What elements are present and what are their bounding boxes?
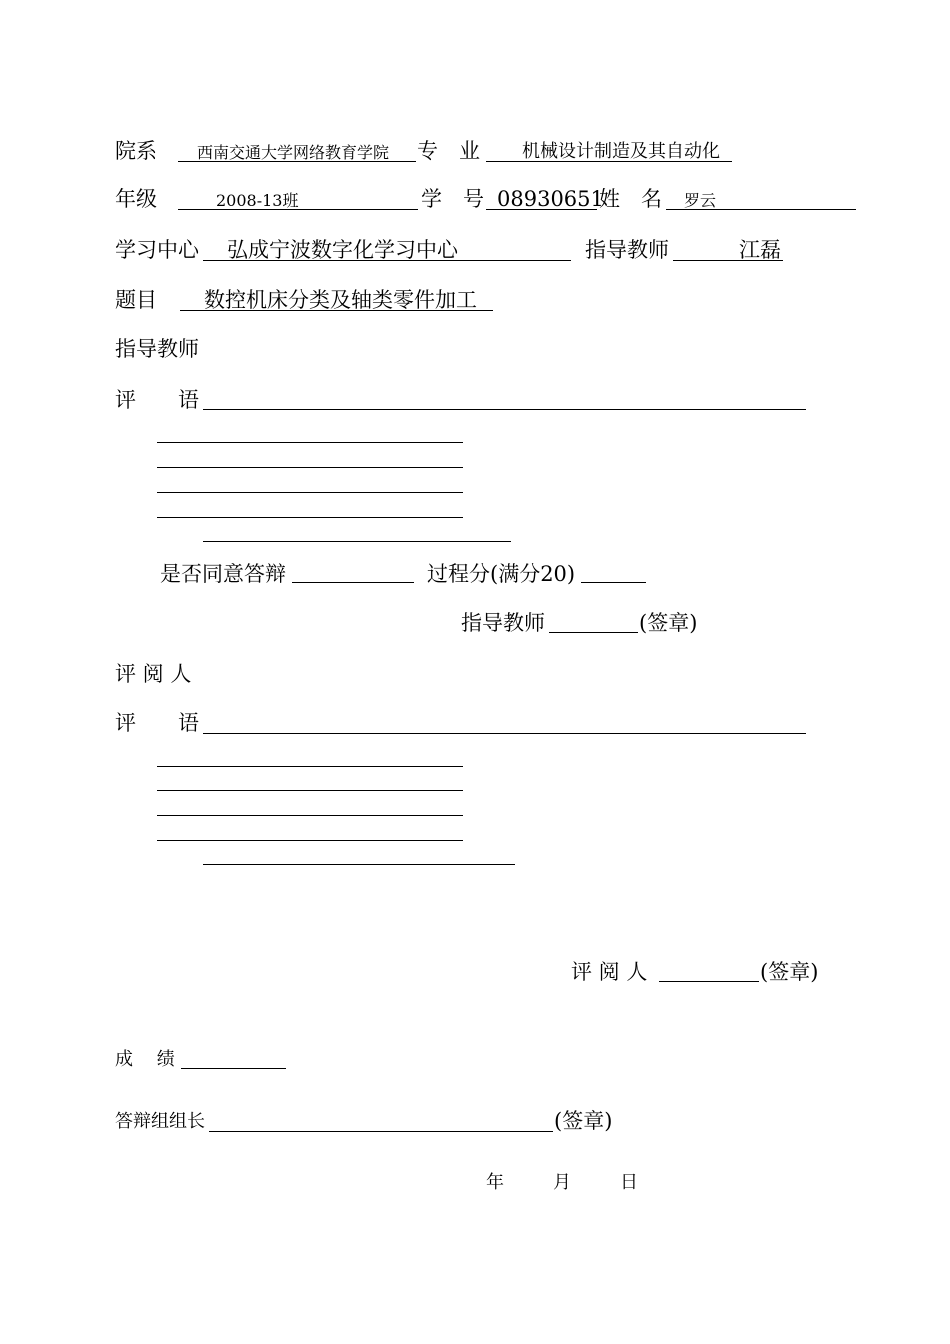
reviewer-sign-blank	[659, 981, 759, 982]
reviewer-comment-line	[157, 790, 463, 791]
reviewer-sign-suffix: (签章)	[760, 960, 819, 984]
defense-blank	[292, 582, 414, 583]
advisor-value: 江磊	[739, 238, 781, 262]
advisor-section-title: 指导教师	[115, 337, 199, 361]
leader-label: 答辩组组长	[115, 1111, 205, 1132]
advisor-comment-label: 评 语	[115, 388, 199, 412]
topic-value: 数控机床分类及轴类零件加工	[204, 288, 477, 312]
student-id-label: 学 号	[421, 187, 484, 211]
advisor-sign-suffix: (签章)	[639, 611, 698, 635]
advisor-comment-line	[203, 541, 511, 542]
reviewer-comment-line	[203, 733, 806, 734]
advisor-sign-blank	[549, 632, 638, 633]
reviewer-comment-line	[203, 864, 515, 865]
advisor-comment-line	[203, 409, 806, 410]
name-label: 姓 名	[599, 187, 662, 211]
reviewer-comment-line	[157, 815, 463, 816]
final-grade-blank	[181, 1068, 286, 1069]
leader-sign-suffix: (签章)	[554, 1109, 613, 1133]
major-label: 专 业	[417, 139, 480, 163]
topic-label: 题目	[115, 288, 157, 312]
department-value: 西南交通大学网络教育学院	[197, 143, 390, 162]
date-year: 年	[486, 1172, 504, 1193]
final-grade-label: 成 绩	[115, 1049, 175, 1070]
reviewer-comment-label: 评 语	[115, 711, 199, 735]
reviewer-sign-label: 评 阅 人	[571, 960, 648, 984]
advisor-label: 指导教师	[585, 238, 669, 262]
score-blank	[581, 582, 646, 583]
leader-sign-blank	[209, 1131, 553, 1132]
major-value: 机械设计制造及其自动化	[522, 141, 720, 162]
reviewer-section-title: 评 阅 人	[115, 662, 192, 686]
advisor-comment-line	[157, 467, 463, 468]
reviewer-comment-line	[157, 840, 463, 841]
grade-label: 年级	[115, 187, 157, 211]
advisor-sign-label: 指导教师	[461, 611, 545, 635]
score-label: 过程分(满分20)	[427, 562, 576, 586]
advisor-comment-line	[157, 517, 463, 518]
department-label: 院系	[115, 139, 157, 163]
advisor-comment-line	[157, 492, 463, 493]
advisor-comment-line	[157, 442, 463, 443]
date-day: 日	[620, 1172, 638, 1193]
reviewer-comment-line	[157, 766, 463, 767]
center-label: 学习中心	[115, 238, 199, 262]
date-month: 月	[553, 1172, 571, 1193]
student-id-value: 08930651	[497, 187, 604, 211]
grade-value: 2008-13班	[216, 191, 299, 210]
defense-label: 是否同意答辩	[160, 562, 286, 586]
name-value: 罗云	[684, 191, 717, 210]
center-value: 弘成宁波数字化学习中心	[227, 238, 458, 262]
